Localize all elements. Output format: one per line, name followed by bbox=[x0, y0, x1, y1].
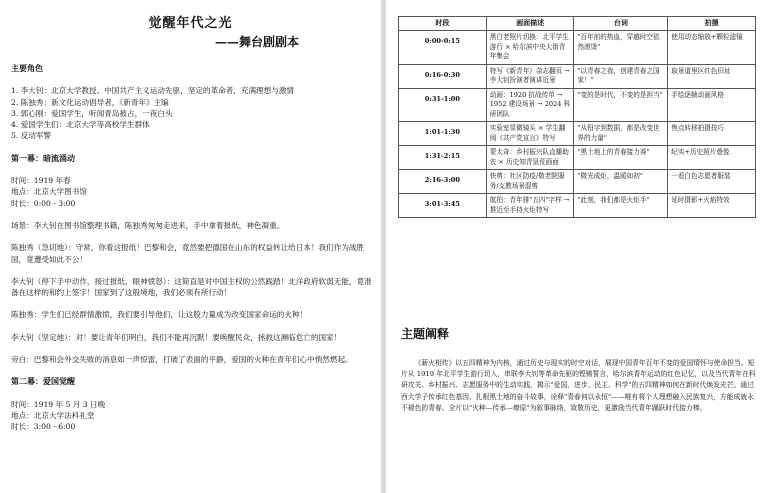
character-item: 4. 爱国学生们：北京大学等高校学生群体 bbox=[11, 120, 150, 130]
cell-lines: "百年前的热血，穿越时空依然滚烫" bbox=[574, 31, 668, 65]
table-row bbox=[399, 122, 756, 146]
cell-scene: 航拍：青年排"五四"字样 → 推近至手持火炬特写 bbox=[486, 194, 574, 218]
column-header-filming: 拍摄 bbox=[668, 17, 756, 31]
cell-filming: 纪实+历史照片叠像 bbox=[668, 146, 756, 170]
cell-scene: 实验室显微镜头 × 学生翻阅《共产党宣言》特写 bbox=[486, 122, 574, 146]
characters-heading: 主要角色 bbox=[11, 63, 43, 73]
cell-filming: 延时摄影+火焰特效 bbox=[668, 194, 756, 218]
cell-scene: 快剪：社区防疫/敬老院服务/支教场景混剪 bbox=[486, 170, 574, 194]
cell-scene: 特写《新青年》杂志翻页 → 李大钊扮演者演讲近景 bbox=[486, 64, 574, 88]
act1-heading: 第一幕：暗流涌动 bbox=[11, 152, 75, 163]
act1-paragraph: 李大钊（停下手中动作，接过报纸，眼神愤怒）：这简直是对中国主权的公然践踏！北洋政府软弱无能，竟准备在这样的和约上签字！国家到了这般境地，我们必须有所行动！ bbox=[11, 276, 372, 298]
table-body bbox=[399, 31, 756, 218]
cell-lines: "以青春之我，创建青春之国家！" bbox=[574, 64, 668, 88]
act1-paragraph: 场景：李大钊在图书馆整理书籍，陈独秀匆匆走进来，手中拿着报纸，神色凝重。 bbox=[11, 220, 285, 230]
act1-paragraph: 陈独秀：学生们已经群情激愤，我们要引导他们，让这股力量成为改变国家命运的火种！ bbox=[11, 310, 308, 320]
cell-time: 0:31-1:00 bbox=[399, 88, 487, 122]
act1-paragraph: 陈独秀（急切地）：守常，你看这报纸！巴黎和会，竟然要把德国在山东的权益转让给日本！我们作为战胜国，竟遭受如此不公！ bbox=[11, 243, 365, 264]
cell-lines: "此刻，我们都是火炬手" bbox=[574, 194, 668, 218]
column-header-time: 时段 bbox=[399, 17, 487, 31]
table-row bbox=[399, 88, 756, 122]
act1-paragraph: 李大钊（坚定地）：对！要让青年们明白，我们不能再沉默！要唤醒民众，拯救这濒临危亡的国家！ bbox=[11, 332, 342, 342]
character-item: 1. 李大钊：北京大学教授、中国共产主义运动先驱，坚定的革命者，充满理想与激情 bbox=[11, 86, 295, 96]
act2-heading: 第二幕：爱国觉醒 bbox=[11, 376, 75, 387]
left-page bbox=[0, 0, 381, 493]
script-subtitle: ——舞台剧剧本 bbox=[215, 35, 300, 49]
cell-time: 2:16-3:00 bbox=[399, 170, 487, 194]
act2-duration: 时长：3:00 - 6:00 bbox=[11, 422, 76, 432]
table-row bbox=[399, 146, 756, 170]
cell-filming: 手绘逐帧动画风格 bbox=[668, 88, 756, 122]
cell-filming: 取景道里区红色旧址 bbox=[668, 64, 756, 88]
table-row bbox=[399, 64, 756, 88]
cell-filming: 使用动态缩放+颗粒滤镜 bbox=[668, 31, 756, 65]
cell-lines: "微光成炬，温暖如初" bbox=[574, 170, 668, 194]
column-header-scene: 画面描述 bbox=[486, 17, 574, 31]
script-title: 觉醒年代之光 bbox=[148, 16, 233, 31]
cell-filming: 一看白色志愿者服装 bbox=[668, 170, 756, 194]
cell-lines: "变的是时代，不变的是担当" bbox=[574, 88, 668, 122]
act2-time: 时间：1919 年 5 月 3 日晚 bbox=[11, 399, 106, 409]
character-item: 2. 陈独秀：新文化运动倡导者，《新青年》主编 bbox=[11, 97, 169, 107]
table-row bbox=[399, 170, 756, 194]
act2-place: 地点：北京大学法科礼堂 bbox=[11, 410, 95, 420]
theme-paragraph: 《薪火相传》以五四精神为内核，通过历史与现实的时空对话，展现中国青年百年不变的爱国情怀与使命担当。短片从 1919 年北平学生游行切入，串联李大钊等革命先驱的铿锵誓言，哈尔滨青年运动的红色记忆，以及当代青年在科研攻关、乡村振兴、志愿服务中的生动实践，揭示"爱国、进步、民主、科学"的五四精神如何在新时代焕发光芒。通过西大学子传承红色基因、扎根黑土地的奋斗故事，诠释"青春何以永恒"——唯有将个人理想融入民族复兴，方能成就永不褪色的青春。全片以"火种—传承—燎原"为叙事脉络，致敬历史，更激励当代青年踊跃时代接力棒。 bbox=[401, 359, 756, 412]
cell-time: 0:16-0:30 bbox=[399, 64, 487, 88]
cell-time: 0:00-0:15 bbox=[399, 31, 487, 65]
cell-scene: 动画：1920 抗战传单 → 1952 建设场景 → 2024 科研团队 bbox=[486, 88, 574, 122]
theme-heading: 主题阐释 bbox=[401, 327, 450, 341]
act1-time: 时间：1919 年春 bbox=[11, 176, 71, 186]
character-item: 3. 郭心刚：爱国学生，听闻青岛被占，一夜白头 bbox=[11, 108, 173, 118]
cell-lines: "从铅字到数据，都是改变世界的力量" bbox=[574, 122, 668, 146]
shot-table bbox=[398, 16, 756, 218]
act1-duration: 时长：0:00 - 3:00 bbox=[11, 198, 76, 208]
act1-paragraph: 旁白：巴黎和会外交失败的消息如一声惊雷，打破了表面的平静，爱国的火种在青年们心中悄然燃起。 bbox=[11, 355, 353, 365]
cell-scene: 黑白老照片切换：北平学生游行 × 哈尔滨中央大街青年集会 bbox=[486, 31, 574, 65]
table-header-row bbox=[399, 17, 756, 31]
script-body bbox=[11, 63, 373, 433]
cell-lines: "黑土地上的青春接力赛" bbox=[574, 146, 668, 170]
cell-time: 1:31-2:15 bbox=[399, 146, 487, 170]
character-item: 5. 反动军警 bbox=[11, 131, 52, 141]
cell-time: 1:01-1:30 bbox=[399, 122, 487, 146]
cell-scene: 蒙太奇：乡村振兴队直播助农 × 历史知青垦荒画面 bbox=[486, 146, 574, 170]
cell-filming: 焦点转移拍摄技巧 bbox=[668, 122, 756, 146]
right-page bbox=[386, 0, 767, 493]
table-row bbox=[399, 194, 756, 218]
cell-time: 3:01-3:45 bbox=[399, 194, 487, 218]
column-header-lines: 台词 bbox=[574, 17, 668, 31]
act1-place: 地点：北京大学图书馆 bbox=[11, 187, 87, 197]
table-row bbox=[399, 31, 756, 65]
